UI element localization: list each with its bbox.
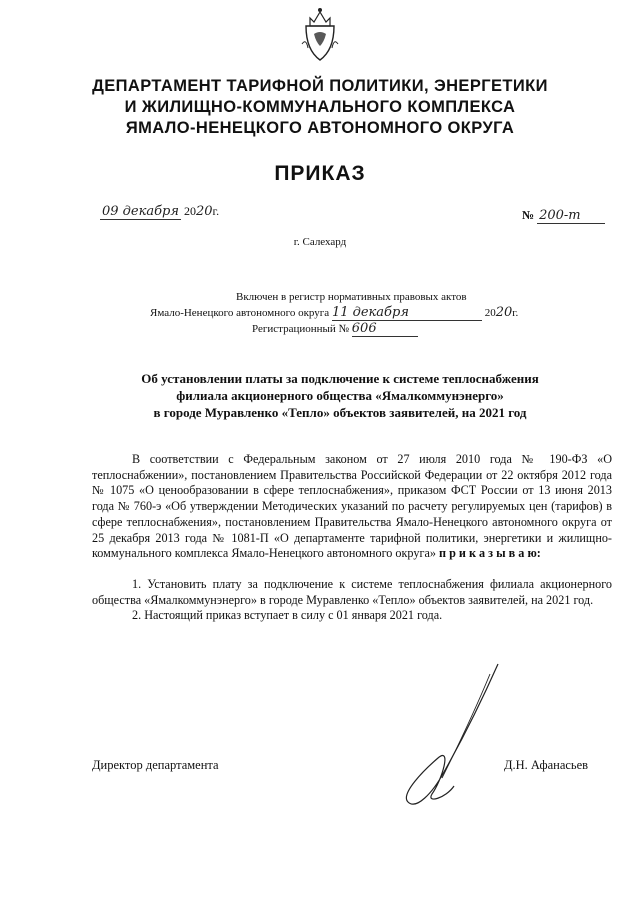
handwritten-signature xyxy=(372,660,512,820)
city: г. Салехард xyxy=(293,236,347,248)
registry-number-value: 606 xyxy=(352,321,418,337)
document-title: ПРИКАЗ xyxy=(274,162,366,185)
signatory-name: Д.Н. Афанасьев xyxy=(504,758,589,772)
order-date-day-month: 09 декабря xyxy=(102,204,179,219)
order-date-year-prefix: 20 xyxy=(183,204,196,218)
registry-year-prefix: 20 xyxy=(484,307,496,319)
registry-line-2: Ямало-Ненецкого автономного округа 11 декабря 2020г. xyxy=(150,305,519,320)
order-item-1: 1. Установить плату за подключение к системе теплоснабжения филиала акционерного общества «Ямалкоммунэнерго» в городе Муравленко «Тепло» объектов заявителей, на 2021 год. xyxy=(92,576,612,607)
registry-date: 11 декабря xyxy=(332,305,482,321)
subject-line-3: в городе Муравленко «Тепло» объектов заявителей, на 2021 год xyxy=(153,405,527,420)
order-number xyxy=(522,208,605,224)
preamble-text: В соответствии с Федеральным законом от 27 июля 2010 года № 190-ФЗ «О теплоснабжении», постановлением Правительства Российской Федерации от 22 октября 2012 года № 1075 «О ценообразовании в сфере теплоснабжения», приказом ФСТ России от 13 июня 2013 года № 760-э «Об утверждении Методических указаний по расчету регулируемых цен (тарифов) в сфере теплоснабжения», постановлением Правительства Ямало-Ненецкого автономного округа от 25 декабря 2013 года № 1081-П «О департаменте тарифной политики, энергетики и жилищно-коммунального комплекса Ямало-Ненецкого автономного округа» xyxy=(92,452,612,561)
header-line-1: ДЕПАРТАМЕНТ ТАРИФНОЙ ПОЛИТИКИ, ЭНЕРГЕТИКИ xyxy=(92,77,548,95)
header-line-3: ЯМАЛО-НЕНЕЦКОГО АВТОНОМНОГО ОКРУГА xyxy=(125,119,515,137)
registry-line-3 xyxy=(150,321,590,337)
subject-line-2: филиала акционерного общества «Ямалкоммунэнерго» xyxy=(176,388,504,403)
subject-line-1: Об установлении платы за подключение к системе теплоснабжения xyxy=(141,371,539,386)
order-number-label: № xyxy=(522,208,535,222)
order-date: 09 декабря 2020г. xyxy=(102,204,220,219)
order-word: п р и к а з ы в а ю: xyxy=(439,546,541,561)
registry-region: Ямало-Ненецкого автономного округа xyxy=(150,307,330,319)
coat-of-arms-icon xyxy=(300,4,340,64)
department-header xyxy=(40,76,600,139)
signatory-position: Директор департамента xyxy=(92,758,219,772)
preamble-paragraph xyxy=(92,452,612,562)
registry-stamp xyxy=(150,290,590,337)
order-body xyxy=(92,452,612,624)
order-subject xyxy=(100,370,580,421)
registry-number-label: Регистрационный № xyxy=(252,323,350,335)
order-number-value: 200-т xyxy=(537,208,605,224)
registry-year-suffix: 20 xyxy=(495,305,513,320)
registry-line-1: Включен в регистр нормативных правовых актов xyxy=(236,291,467,303)
order-item-2: 2. Настоящий приказ вступает в силу с 01 января 2021 года. xyxy=(132,608,443,623)
order-date-year-suffix: 20 xyxy=(195,204,213,219)
header-line-2: И ЖИЛИЩНО-КОММУНАЛЬНОГО КОМПЛЕКСА xyxy=(124,98,516,116)
